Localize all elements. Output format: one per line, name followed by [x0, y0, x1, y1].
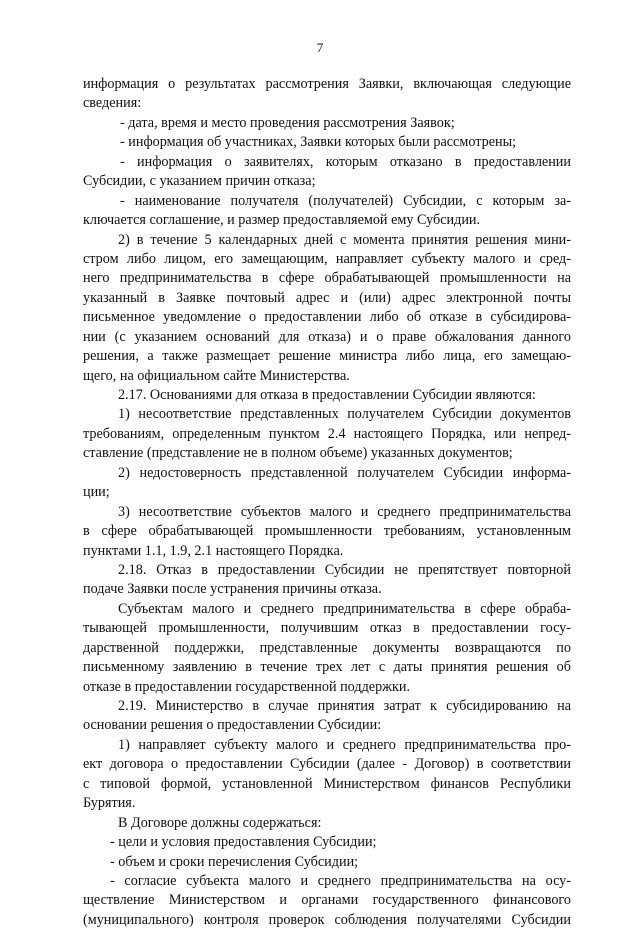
- page-number: 7: [316, 40, 324, 55]
- text-line: 1) несоответствие представленных получателем Субсидии документов: [118, 406, 571, 423]
- body-text: [83, 75, 571, 930]
- text-line: письменное уведомление о предоставлении либо об отказе в субсидирова-: [83, 309, 571, 326]
- text-line: 3) несоответствие субъектов малого и среднего предпринимательства: [118, 503, 571, 520]
- text-line: требованиям, определенным пунктом 2.4 настоящего Порядка, или непред-: [83, 425, 571, 442]
- text-line: - дата, время и место проведения рассмотрения Заявок;: [120, 114, 455, 131]
- text-line: основании решения о предоставлении Субсидии:: [83, 717, 382, 734]
- text-line: - информация о заявителях, которым отказано в предоставлении: [120, 153, 571, 170]
- text-line: Бурятия.: [83, 795, 136, 812]
- text-line: ключается соглашение, и размер предоставляемой ему Субсидии.: [83, 212, 481, 229]
- text-line: 2) недостоверность представленной получателем Субсидии информа-: [118, 464, 571, 481]
- text-line: - объем и сроки перечисления Субсидии;: [110, 853, 359, 870]
- text-line: ставление (представление не в полном объеме) указанных документов;: [83, 445, 513, 462]
- text-line: 2.19. Министерство в случае принятия затрат к субсидированию на: [118, 698, 571, 714]
- text-line: - наименование получателя (получателей) Субсидии, с которым за-: [120, 192, 571, 209]
- text-line: решения, а также размещает решение министра либо лица, его замещаю-: [83, 348, 571, 365]
- text-line: указанный в Заявке почтовый адрес и (или) адрес электронной почты: [83, 289, 571, 306]
- text-line: него предпринимательства в сфере обрабатывающей промышленности на: [83, 270, 571, 287]
- text-line: отказе в предоставлении государственной поддержки.: [83, 678, 411, 695]
- text-line: пунктами 1.1, 1.9, 2.1 настоящего Порядка.: [83, 542, 344, 559]
- text-line: нии (с указанием оснований для отказа) и о праве обжалования данного: [83, 328, 571, 345]
- text-line: 1) направляет субъекту малого и среднего предпринимательства про-: [118, 736, 571, 753]
- text-line: в сфере обрабатывающей промышленности требованиям, установленным: [83, 523, 571, 540]
- text-line: щего, на официальном сайте Министерства.: [83, 367, 350, 384]
- text-line: письменному заявлению в течение трех лет с даты принятия решения об: [83, 659, 571, 676]
- text-line: (муниципального) контроля проверок соблюдения получателями Субсидии: [83, 911, 571, 928]
- text-line: сведения:: [83, 95, 142, 112]
- text-line: информация о результатах рассмотрения Заявки, включающая следующие: [83, 76, 571, 92]
- text-line: с типовой формой, установленной Министерством финансов Республики: [83, 775, 571, 792]
- text-line: Субсидии, с указанием причин отказа;: [83, 173, 316, 190]
- text-line: - согласие субъекта малого и среднего предпринимательства на осу-: [110, 872, 571, 889]
- text-line: В Договоре должны содержаться:: [118, 814, 322, 831]
- text-line: 2.17. Основаниями для отказа в предоставлении Субсидии являются:: [118, 387, 536, 403]
- text-line: ществление Министерством и органами государственного финансового: [83, 892, 571, 909]
- text-line: Субъектам малого и среднего предпринимательства в сфере обраба-: [118, 600, 571, 617]
- text-line: 2) в течение 5 календарных дней с момента принятия решения мини-: [118, 231, 571, 248]
- text-line: тывающей промышленности, получившим отказ в предоставлении госу-: [83, 620, 571, 637]
- text-line: дарственной поддержки, представленные документы возвращаются по: [83, 639, 571, 656]
- text-line: стром либо лицом, его замещающим, направляет субъекту малого и сред-: [83, 250, 571, 267]
- text-line: подаче Заявки после устранения причины отказа.: [83, 581, 382, 598]
- text-line: - информация об участниках, Заявки которых были рассмотрены;: [120, 134, 517, 151]
- text-line: ции;: [83, 484, 110, 501]
- text-line: - цели и условия предоставления Субсидии;: [110, 834, 377, 851]
- text-line: 2.18. Отказ в предоставлении Субсидии не препятствует повторной: [118, 561, 571, 578]
- text-line: ект договора о предоставлении Субсидии (далее - Договор) в соответствии: [83, 756, 571, 773]
